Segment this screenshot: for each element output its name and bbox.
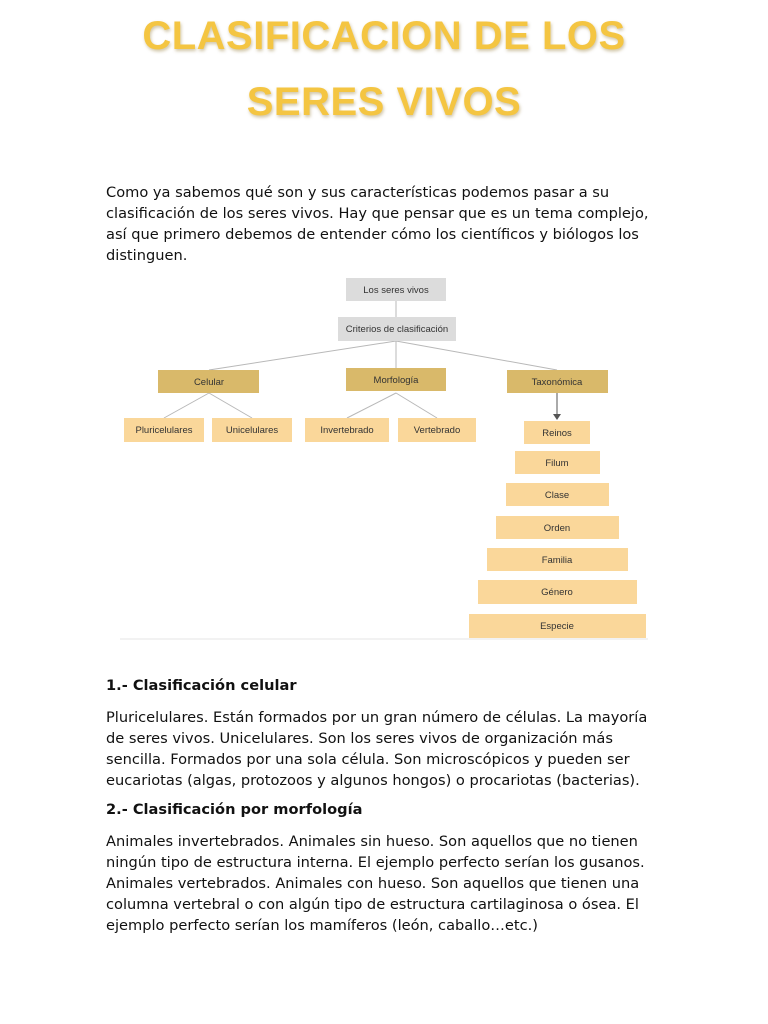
- node-invertebrado: [305, 418, 389, 442]
- node-clase: [506, 483, 609, 506]
- arrow-head-icon: [553, 414, 561, 420]
- node-filum: [515, 451, 600, 474]
- node-orden: [496, 516, 619, 539]
- page-title-line-2: SERES VIVOS: [246, 80, 522, 124]
- node-vertebrado: [398, 418, 476, 442]
- svg-text:Género: Género: [541, 587, 573, 598]
- svg-text:Invertebrado: Invertebrado: [320, 425, 374, 436]
- node-reinos: [524, 421, 590, 444]
- section-2-text: Animales invertebrados. Animales sin hueso. Son aquellos que no tienen ningún tipo de estructura interna. El ejemplo perfecto serían los gusanos. Animales vertebrados. Animales con hueso. Son aquellos que tienen una columna vertebral o con algún tipo de estructura cartilaginosa o ósea. El ejemplo perfecto serían los mamíferos (león, caballo…etc.): [106, 833, 645, 934]
- svg-text:Los seres vivos: Los seres vivos: [363, 285, 429, 296]
- node-genero: [478, 580, 637, 604]
- svg-text:Filum: Filum: [545, 458, 569, 469]
- svg-text:Criterios de clasificación: Criterios de clasificación: [345, 324, 449, 335]
- svg-text:Especie: Especie: [540, 621, 574, 632]
- node-root: [346, 278, 446, 301]
- svg-text:Reinos: Reinos: [542, 428, 572, 439]
- page-title-line-1: CLASIFICACION DE LOS: [142, 14, 626, 58]
- section-1-text: Pluricelulares. Están formados por un gran número de células. La mayoría de seres vivos. Unicelulares. Son los seres vivos de organización más sencilla. Formados por una sola célula. Son microscópicos y pueden ser eucariotas (algas, protozoos y algunos hongos) o procariotas (bacterias).: [106, 709, 648, 789]
- svg-text:Clase: Clase: [544, 490, 570, 501]
- node-familia: [487, 548, 628, 571]
- intro-paragraph: Como ya sabemos qué son y sus características podemos pasar a su clasificación de los seres vivos. Hay que pensar que es un tema complejo, así que primero debemos de entender cómo los científicos y biólogos los distinguen.: [106, 184, 649, 264]
- svg-text:Vertebrado: Vertebrado: [413, 425, 461, 436]
- section-1-heading: 1.- Clasificación celular: [106, 677, 297, 694]
- node-criteria: [338, 317, 456, 341]
- svg-text:Familia: Familia: [541, 555, 573, 566]
- node-celular: [158, 370, 259, 393]
- section-2-heading: 2.- Clasificación por morfología: [106, 801, 363, 818]
- node-unicelulares: [212, 418, 292, 442]
- svg-text:Pluricelulares: Pluricelulares: [135, 425, 193, 436]
- svg-text:Orden: Orden: [543, 523, 571, 534]
- svg-text:Unicelulares: Unicelulares: [225, 425, 279, 436]
- svg-text:Morfología: Morfología: [373, 375, 419, 386]
- svg-text:Celular: Celular: [193, 377, 225, 388]
- node-pluricelulares: [124, 418, 204, 442]
- svg-text:Taxonómica: Taxonómica: [531, 377, 583, 388]
- node-especie: [469, 614, 646, 638]
- node-morfologia: [346, 368, 446, 391]
- node-taxonomica: [507, 370, 608, 393]
